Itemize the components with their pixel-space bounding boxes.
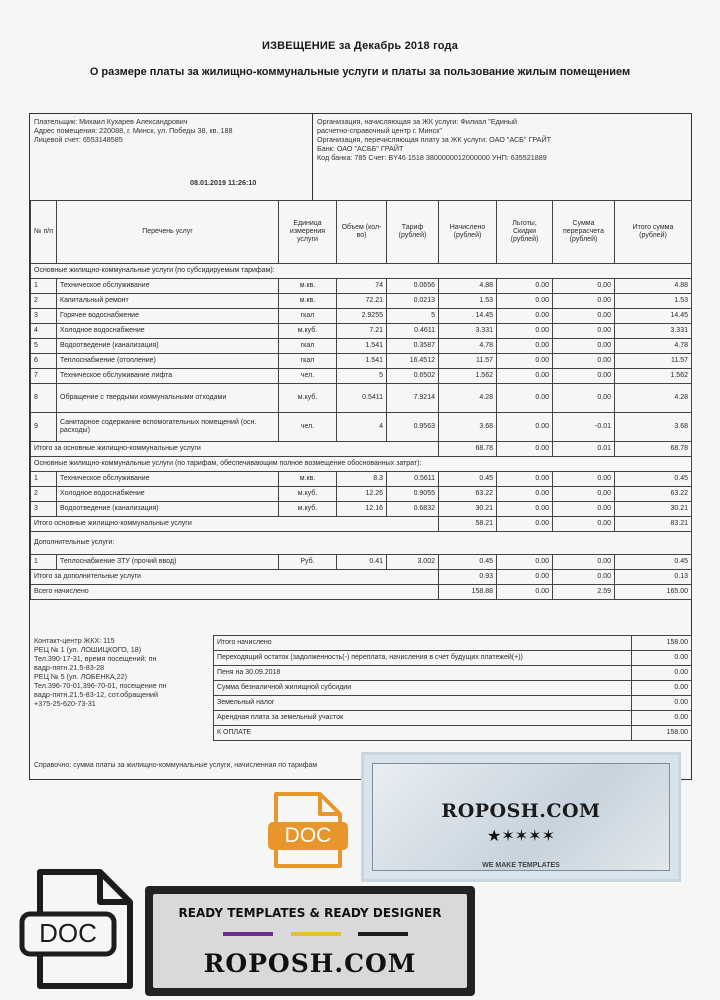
- cell-lg: 0.00: [497, 324, 553, 339]
- payer-block: [34, 117, 274, 144]
- cell-unit: гкал: [279, 354, 337, 369]
- contact-line: РЕЦ № 1 (ул. ЛОШИЦКОГО, 18): [34, 645, 142, 654]
- table-row: [31, 555, 692, 570]
- col-header: Единица измерения услуги: [279, 201, 337, 264]
- summary-value: 0.00: [632, 651, 692, 666]
- table-row: [31, 472, 692, 487]
- cell-tot: 0.45: [615, 555, 692, 570]
- cell-acc: 1.53: [439, 294, 497, 309]
- org-line-2: расчетно-справочный центр г. Минск": [317, 126, 442, 135]
- cell-lg: 0.00: [497, 472, 553, 487]
- summary-label: К ОПЛАТЕ: [214, 726, 632, 741]
- subtotal-label: Итого основные жилищно-коммунальные услуги: [31, 517, 439, 532]
- table-row: [31, 369, 692, 384]
- subtotal-recalc: 0.00: [553, 517, 615, 532]
- cell-name: Водоотведение (канализация): [57, 339, 279, 354]
- cell-tariff: 3.002: [387, 555, 439, 570]
- cell-tariff: 0.9055: [387, 487, 439, 502]
- total-recalc: 2.59: [553, 585, 615, 600]
- contact-line: вадр-пятн.21.5-83-12, сот.обращений: [34, 690, 159, 699]
- cell-acc: 30.21: [439, 502, 497, 517]
- cell-tariff: 0.6832: [387, 502, 439, 517]
- section-title: Основные жилищно-коммунальные услуги (по субсидируемым тарифам):: [31, 264, 692, 279]
- cell-vol: 4: [337, 413, 387, 442]
- cell-n: 8: [31, 384, 57, 413]
- col-header: Перечень услуг: [57, 201, 279, 264]
- cell-name: Холодное водоснабжение: [57, 324, 279, 339]
- cell-unit: м.кв.: [279, 294, 337, 309]
- col-header: Тариф (рублей): [387, 201, 439, 264]
- summary-row: [214, 681, 692, 696]
- summary-value: 0.00: [632, 666, 692, 681]
- cell-unit: гкал: [279, 339, 337, 354]
- promo-banner: [145, 886, 475, 996]
- cell-rec: 0.00: [553, 369, 615, 384]
- cell-tot: 11.57: [615, 354, 692, 369]
- doc-orange-label: DOC: [284, 824, 332, 847]
- cell-lg: 0.00: [497, 339, 553, 354]
- cell-acc: 4.78: [439, 339, 497, 354]
- payer-datetime: 08.01.2019 11:26:10: [190, 178, 257, 187]
- cell-n: 5: [31, 339, 57, 354]
- cell-tot: 30.21: [615, 502, 692, 517]
- subtotal-recalc: 0.01: [553, 442, 615, 457]
- subtotal-benefits: 0.00: [497, 570, 553, 585]
- cell-n: 3: [31, 502, 57, 517]
- total-sum: 165.00: [615, 585, 692, 600]
- reference-note: Справочно: сумма платы за жилищно-коммунальные услуги, начисленная по тарифам: [34, 762, 318, 769]
- cell-name: Техническое обслуживание: [57, 472, 279, 487]
- contact-block: [34, 636, 214, 708]
- cell-unit: чел.: [279, 413, 337, 442]
- section-title: Дополнительные услуги:: [31, 532, 692, 555]
- cell-name: Обращение с твердыми коммунальными отходами: [57, 384, 279, 413]
- section-row: [31, 457, 692, 472]
- subtotal-accrued: 0.93: [439, 570, 497, 585]
- col-header: Льготы, Скидки (рублей): [497, 201, 553, 264]
- cell-tot: 63.22: [615, 487, 692, 502]
- cell-lg: 0.00: [497, 279, 553, 294]
- cell-acc: 0.45: [439, 472, 497, 487]
- summary-value: 0.00: [632, 681, 692, 696]
- cell-vol: 12.16: [337, 502, 387, 517]
- cell-name: Теплоснабжение (отопление): [57, 354, 279, 369]
- cell-name: Санитарное содержание вспомогательных помещений (осн. расходы): [57, 413, 279, 442]
- cell-name: Капитальный ремонт: [57, 294, 279, 309]
- cell-tariff: 0.6502: [387, 369, 439, 384]
- table-row: [31, 413, 692, 442]
- table-row: [31, 279, 692, 294]
- cell-vol: 1.541: [337, 354, 387, 369]
- cell-tot: 1.53: [615, 294, 692, 309]
- summary-row: [214, 636, 692, 651]
- cell-lg: 0.00: [497, 309, 553, 324]
- cell-tariff: 0.0213: [387, 294, 439, 309]
- cell-tot: 4.78: [615, 339, 692, 354]
- summary-value: 0.00: [632, 696, 692, 711]
- cell-unit: м.кв.: [279, 279, 337, 294]
- cell-rec: 0.00: [553, 294, 615, 309]
- cell-unit: м.куб.: [279, 502, 337, 517]
- cell-name: Техническое обслуживание лифта: [57, 369, 279, 384]
- cell-rec: 0.00: [553, 279, 615, 294]
- summary-label: Сумма безналичной жилищной субсидии: [214, 681, 632, 696]
- cell-vol: 5: [337, 369, 387, 384]
- document-title: ИЗВЕЩЕНИЕ за Декабрь 2018 года: [261, 40, 459, 52]
- summary-row: [214, 696, 692, 711]
- contact-line: Контакт-центр ЖКХ: 115: [34, 636, 115, 645]
- cell-lg: 0.00: [497, 384, 553, 413]
- cell-rec: 0.00: [553, 324, 615, 339]
- col-header: Итого сумма (рублей): [615, 201, 692, 264]
- cell-acc: 4.28: [439, 384, 497, 413]
- cell-vol: 0.5411: [337, 384, 387, 413]
- subtotal-recalc: 0.00: [553, 570, 615, 585]
- cell-name: Техническое обслуживание: [57, 279, 279, 294]
- section-row: [31, 264, 692, 279]
- subtotal-label: Итого за основные жилищно-коммунальные услуги: [31, 442, 439, 457]
- cell-unit: гкал: [279, 309, 337, 324]
- banner-brand: ROPOSH.COM: [203, 949, 417, 978]
- cell-tariff: 0.4611: [387, 324, 439, 339]
- summary-label: Итого начислено: [214, 636, 632, 651]
- table-row: [31, 309, 692, 324]
- watermark-badge: [361, 752, 681, 882]
- cell-vol: 1.541: [337, 339, 387, 354]
- cell-tot: 3.68: [615, 413, 692, 442]
- cell-vol: 7.21: [337, 324, 387, 339]
- subtotal-accrued: 58.21: [439, 517, 497, 532]
- summary-value: 158.00: [632, 636, 692, 651]
- cell-tot: 0.45: [615, 472, 692, 487]
- cell-tariff: 0.3587: [387, 339, 439, 354]
- summary-label: Арендная плата за земельный участок: [214, 711, 632, 726]
- cell-lg: 0.00: [497, 354, 553, 369]
- table-header-row: [31, 201, 692, 264]
- cell-unit: м.кв.: [279, 472, 337, 487]
- cell-rec: 0.00: [553, 339, 615, 354]
- cell-tot: 14.45: [615, 309, 692, 324]
- charges-table: [30, 200, 692, 600]
- table-row: [31, 384, 692, 413]
- table-row: [31, 339, 692, 354]
- cell-rec: 0.00: [553, 555, 615, 570]
- cell-vol: 2.9255: [337, 309, 387, 324]
- payment-summary-table: [213, 635, 692, 741]
- cell-vol: 8.3: [337, 472, 387, 487]
- cell-rec: -0.01: [553, 413, 615, 442]
- summary-label: Пеня на 30.09.2018: [214, 666, 632, 681]
- total-benefits: 0.00: [497, 585, 553, 600]
- subtotal-row: [31, 442, 692, 457]
- cell-name: Горячее водоснабжение: [57, 309, 279, 324]
- cell-tot: 4.88: [615, 279, 692, 294]
- banner-tagline: READY TEMPLATES & READY DESIGNER: [178, 906, 442, 920]
- cell-n: 2: [31, 487, 57, 502]
- total-row: [31, 585, 692, 600]
- cell-vol: 12.26: [337, 487, 387, 502]
- payer-address: Адрес помещения: 220088, г. Минск, ул. Победы 38, кв. 188: [34, 126, 233, 135]
- doc-dark-label: DOC: [39, 918, 97, 948]
- cell-acc: 11.57: [439, 354, 497, 369]
- subtotal-total: 83.21: [615, 517, 692, 532]
- doc-file-icon-dark: [18, 866, 136, 992]
- org-line-1: Организация, начисляющая за ЖК услуги: Филиал "Единый: [317, 117, 517, 126]
- invoice-sheet: [29, 113, 692, 780]
- table-row: [31, 487, 692, 502]
- contact-line: РЕЦ № 5 (ул. ЛОБЕНКА,22): [34, 672, 127, 681]
- cell-lg: 0.00: [497, 369, 553, 384]
- cell-lg: 0.00: [497, 502, 553, 517]
- cell-vol: 74: [337, 279, 387, 294]
- cell-lg: 0.00: [497, 294, 553, 309]
- total-label: Всего начислено: [31, 585, 439, 600]
- table-row: [31, 502, 692, 517]
- table-row: [31, 354, 692, 369]
- cell-tot: 4.28: [615, 384, 692, 413]
- header-divider: [312, 114, 313, 200]
- cell-n: 9: [31, 413, 57, 442]
- cell-n: 3: [31, 309, 57, 324]
- banner-color-lines: [223, 932, 408, 936]
- cell-acc: 14.45: [439, 309, 497, 324]
- cell-vol: 72.21: [337, 294, 387, 309]
- cell-acc: 63.22: [439, 487, 497, 502]
- cell-n: 1: [31, 279, 57, 294]
- total-accrued: 158.88: [439, 585, 497, 600]
- cell-acc: 4.88: [439, 279, 497, 294]
- cell-lg: 0.00: [497, 413, 553, 442]
- cell-name: Теплоснабжение ЗТУ (прочий ввод): [57, 555, 279, 570]
- subtotal-accrued: 68.78: [439, 442, 497, 457]
- cell-rec: 0.00: [553, 472, 615, 487]
- col-header: Начислено (рублей): [439, 201, 497, 264]
- watermark-panel: [372, 763, 670, 871]
- summary-label: Земельный налог: [214, 696, 632, 711]
- subtotal-row: [31, 570, 692, 585]
- cell-rec: 0.00: [553, 502, 615, 517]
- cell-n: 7: [31, 369, 57, 384]
- watermark-tagline: WE MAKE TEMPLATES: [482, 862, 560, 869]
- section-title: Основные жилищно-коммунальные услуги (по тарифам, обеспечивающим полное возмещение обоснованных затрат):: [31, 457, 692, 472]
- summary-row: [214, 651, 692, 666]
- cell-tariff: 0.0656: [387, 279, 439, 294]
- cell-n: 2: [31, 294, 57, 309]
- cell-lg: 0.00: [497, 487, 553, 502]
- subtotal-row: [31, 517, 692, 532]
- org-line-3: Организация, перечисляющая плату за ЖК услуги: ОАО "АСБ" ГРАЙТ: [317, 135, 551, 144]
- cell-unit: м.куб.: [279, 487, 337, 502]
- summary-value: 158.00: [632, 726, 692, 741]
- cell-rec: 0.00: [553, 487, 615, 502]
- summary-row: [214, 726, 692, 741]
- cell-n: 1: [31, 555, 57, 570]
- cell-tariff: 5: [387, 309, 439, 324]
- cell-acc: 3.331: [439, 324, 497, 339]
- cell-acc: 1.562: [439, 369, 497, 384]
- summary-row: [214, 711, 692, 726]
- cell-tot: 1.562: [615, 369, 692, 384]
- summary-value: 0.00: [632, 711, 692, 726]
- contact-line: вадр-пятн.21.5-83-28: [34, 663, 105, 672]
- cell-name: Водоотведение (канализация): [57, 502, 279, 517]
- summary-row: [214, 666, 692, 681]
- payer-name: Плательщик: Михаил Кухарев Александрович: [34, 117, 188, 126]
- cell-acc: 0.45: [439, 555, 497, 570]
- cell-n: 4: [31, 324, 57, 339]
- contact-line: Тел.390-17-31, время посещений: пн: [34, 654, 157, 663]
- cell-unit: м.куб.: [279, 384, 337, 413]
- summary-label: Переходящий остаток (задолженность(-) переплата, начисления в счет будущих платежей(+)): [214, 651, 632, 666]
- cell-unit: чел.: [279, 369, 337, 384]
- cell-tariff: 0.9563: [387, 413, 439, 442]
- subtotal-label: Итого за дополнительные услуги: [31, 570, 439, 585]
- col-header: Объем (кол-во): [337, 201, 387, 264]
- subtotal-benefits: 0.00: [497, 517, 553, 532]
- section-row: [31, 532, 692, 555]
- cell-unit: м.куб.: [279, 324, 337, 339]
- cell-vol: 0.41: [337, 555, 387, 570]
- subtotal-total: 0.13: [615, 570, 692, 585]
- table-row: [31, 324, 692, 339]
- cell-name: Холодное водоснабжение: [57, 487, 279, 502]
- col-header: № п/п: [31, 201, 57, 264]
- org-line-5: Код банка: 785 Счет: BY46 1518 3800000012000000 УНП: 635521889: [317, 153, 547, 162]
- watermark-title: ROPOSH.COM: [441, 800, 601, 822]
- document-subtitle: О размере платы за жилищно-коммунальные услуги и платы за пользование жилым помещением: [89, 66, 631, 78]
- cell-acc: 3.68: [439, 413, 497, 442]
- org-line-4: Банк: ОАО "АСББ" ГРАЙТ: [317, 144, 404, 153]
- cell-rec: 0.00: [553, 309, 615, 324]
- contact-line: Тел.396-70-01,396-70-01, посещение пн: [34, 681, 167, 690]
- watermark-stars: ★✶✶✶✶: [487, 828, 555, 845]
- cell-unit: Руб.: [279, 555, 337, 570]
- table-row: [31, 294, 692, 309]
- cell-rec: 0.00: [553, 354, 615, 369]
- contact-line: +375-25-620-73-31: [34, 699, 96, 708]
- cell-tariff: 7.9214: [387, 384, 439, 413]
- cell-tot: 3.331: [615, 324, 692, 339]
- subtotal-benefits: 0.00: [497, 442, 553, 457]
- subtotal-total: 68.78: [615, 442, 692, 457]
- cell-tariff: 0.5611: [387, 472, 439, 487]
- org-block: [317, 117, 687, 162]
- cell-lg: 0.00: [497, 555, 553, 570]
- cell-n: 6: [31, 354, 57, 369]
- cell-tariff: 16.4512: [387, 354, 439, 369]
- cell-n: 1: [31, 472, 57, 487]
- payer-account: Лицевой счет: 6553148585: [34, 135, 123, 144]
- col-header: Сумма перерасчета (рублей): [553, 201, 615, 264]
- promo-banner-panel: [153, 894, 467, 988]
- cell-rec: 0.00: [553, 384, 615, 413]
- doc-file-icon: [268, 790, 348, 870]
